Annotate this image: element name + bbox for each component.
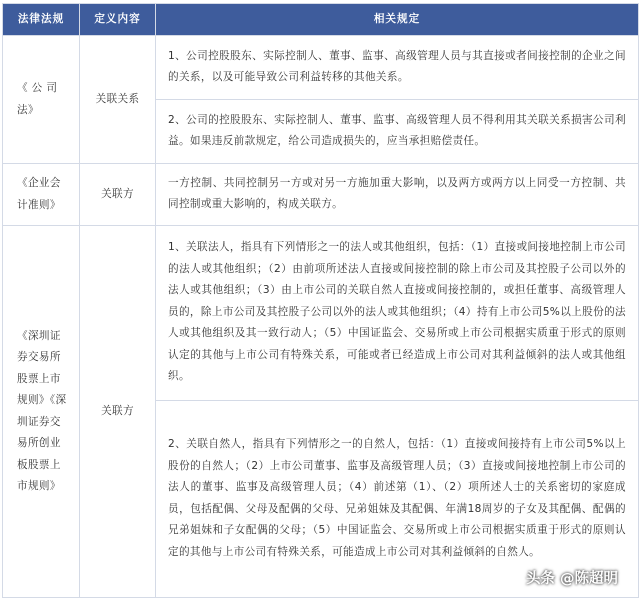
watermark: 头条 @陈超明	[525, 571, 618, 587]
header-definition: 定义内容	[80, 4, 156, 36]
table-header-row	[3, 4, 639, 36]
law-szse-listing-rules: 《深圳证券交易所股票上市规则》《深圳证券交易所创业板股票上市规则》	[3, 226, 80, 598]
table-row	[3, 164, 639, 226]
term-related-party: 关联方	[80, 226, 156, 598]
provision-cell: 1、公司控股股东、实际控制人、董事、监事、高级管理人员与其直接或者间接控制的企业之间的关系，以及可能导致公司利益转移的其他关系。	[156, 36, 639, 100]
regulations-table	[2, 3, 639, 598]
term-related-relationship: 关联关系	[80, 36, 156, 164]
law-company-law: 《 公 司 法》	[3, 36, 80, 164]
header-provisions: 相关规定	[156, 4, 639, 36]
provision-cell: 1、关联法人，指具有下列情形之一的法人或其他组织，包括：（1）直接或间接地控制上市公司的法人或其他组织；（2）由前项所述法人直接或间接控制的除上市公司及其控股子公司以外的法人或其他组织；（3）由上市公司的关联自然人直接或间接控制的，或担任董事、高级管理人员的，除上市公司及其控股子公司以外的法人或其他组织；（4）持有上市公司5%以上股份的法人或其他组织及其一致行动人；（5）中国证监会、交易所或上市公司根据实质重于形式的原则认定的其他与上市公司有特殊关系，可能或者已经造成上市公司对其利益倾斜的法人或其他组织。	[156, 226, 639, 401]
term-related-party: 关联方	[80, 164, 156, 226]
table-row	[3, 36, 639, 100]
provision-cell: 2、关联自然人，指具有下列情形之一的自然人，包括：（1）直接或间接持有上市公司5%以上股份的自然人；（2）上市公司董事、监事及高级管理人员；（3）直接或间接地控制上市公司的法人的董事、监事及高级管理人员；（4）前述第（1）、（2）项所述人士的关系密切的家庭成员，包括配偶、父母及配偶的父母、兄弟姐妹及其配偶、年满18周岁的子女及其配偶、配偶的兄弟姐妹和子女配偶的父母；（5）中国证监会、交易所或上市公司根据实质重于形式的原则认定的其他与上市公司有特殊关系，可能造成上市公司对其利益倾斜的自然人。	[156, 401, 639, 598]
table-row	[3, 226, 639, 401]
header-law: 法律法规	[3, 4, 80, 36]
law-accounting-standards: 《企业会计准则》	[3, 164, 80, 226]
provision-cell: 一方控制、共同控制另一方或对另一方施加重大影响，以及两方或两方以上同受一方控制、共同控制或重大影响的，构成关联方。	[156, 164, 639, 226]
provision-cell: 2、公司的控股股东、实际控制人、董事、监事、高级管理人员不得利用其关联关系损害公司利益。如果违反前款规定，给公司造成损失的，应当承担赔偿责任。	[156, 100, 639, 164]
